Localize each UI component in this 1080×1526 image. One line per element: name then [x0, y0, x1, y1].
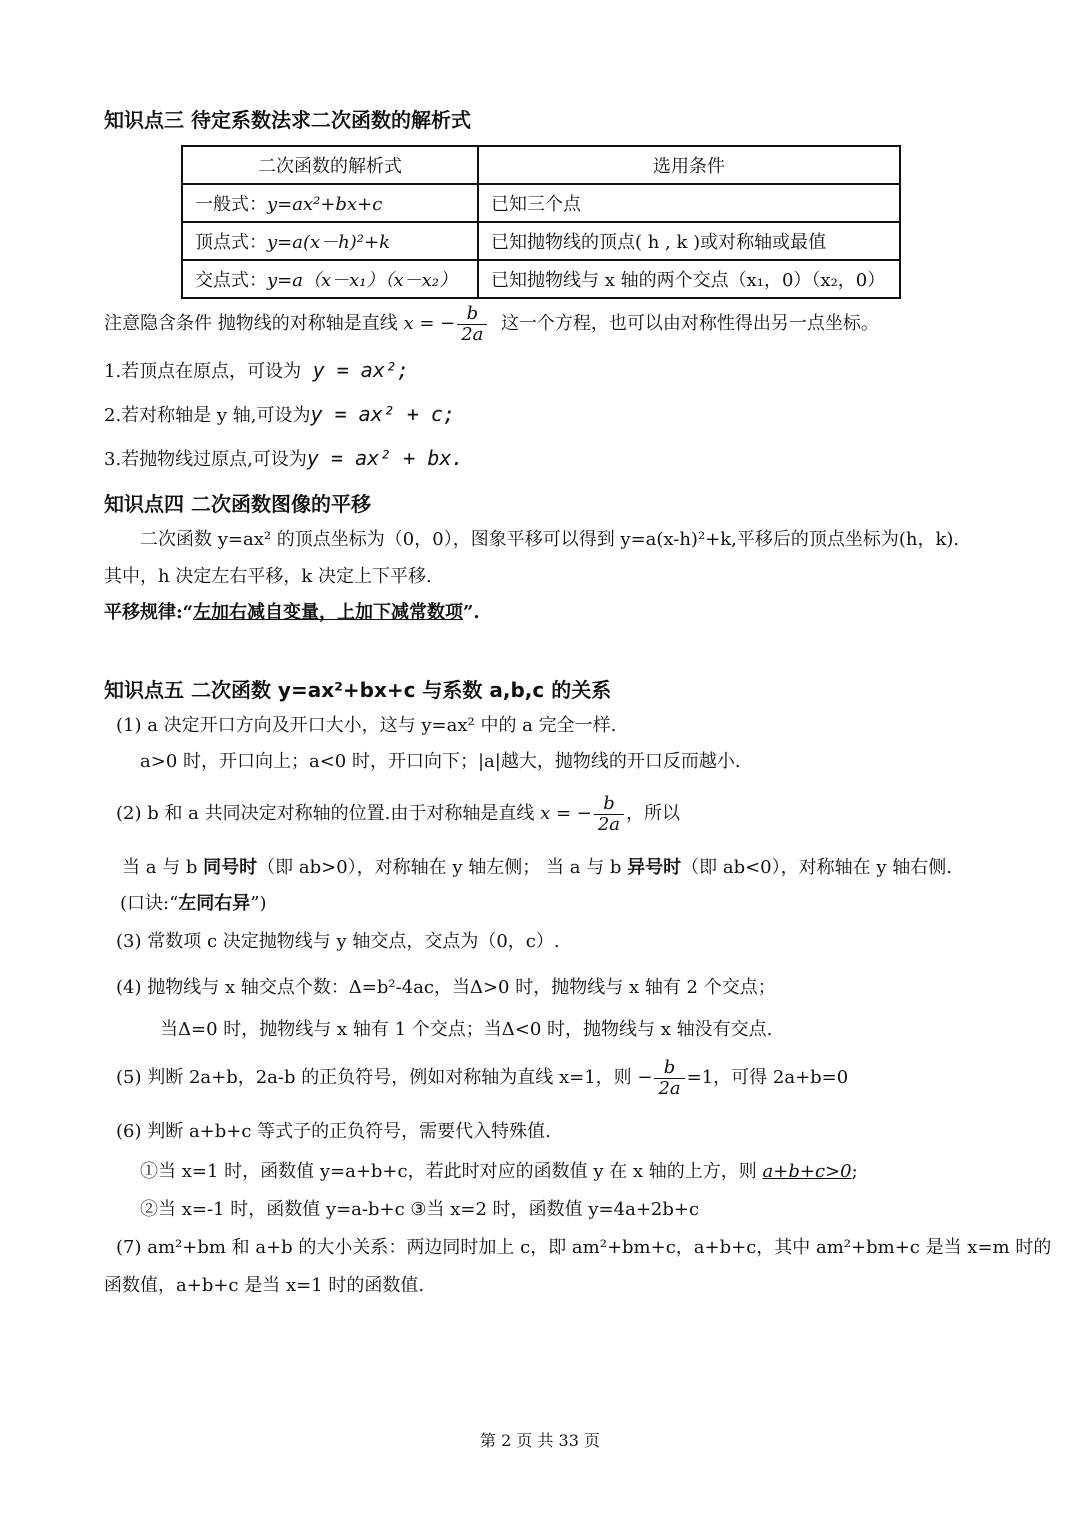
section4-title: 知识点四 二次函数图像的平移: [104, 492, 371, 516]
note-eq-lhs: x = −: [403, 313, 456, 334]
table-row: [182, 260, 900, 298]
p2a-suffix: ，所以: [626, 803, 681, 824]
note-prefix: 注意隐含条件 抛物线的对称轴是直线: [104, 313, 398, 334]
item-p5: [116, 1054, 848, 1102]
p2c-bold: 左同右异: [178, 893, 251, 914]
form-math: y=a(x－h)²+k: [267, 232, 390, 253]
table-header-condition: 选用条件: [478, 146, 900, 184]
p5-prefix: (5) 判断 2a+b，2a-b 的正负符号，例如对称轴为直线 x=1，则 −: [116, 1067, 653, 1088]
item-p4b: 当Δ=0 时，抛物线与 x 轴有 1 个交点；当Δ<0 时，抛物线与 x 轴没有交点.: [160, 1019, 773, 1040]
fraction-numerator: b: [594, 794, 624, 815]
page-footer: 第 2 页 共 33 页: [480, 1431, 600, 1450]
p6b-prefix: ①当 x=1 时，函数值 y=a+b+c，若此时对应的函数值 y 在 x 轴的上方，则: [140, 1161, 763, 1182]
table-row: [182, 184, 900, 222]
item-p3: (3) 常数项 c 决定抛物线与 y 轴交点，交点为（0，c）.: [116, 931, 560, 952]
item3-line: [104, 446, 463, 472]
form-math: y=a（x－x₁）（x－x₂）: [267, 270, 458, 291]
section4-para1: 二次函数 y=ax² 的顶点坐标为（0，0），图象平移可以得到 y=a(x-h)²+k,平移后的顶点坐标为(h，k).: [140, 529, 960, 550]
note-fraction: [457, 304, 487, 345]
table-cell-condition: 已知抛物线的顶点( h , k )或对称轴或最值: [478, 222, 900, 260]
item1-line: [104, 358, 409, 384]
p2b-bold2: 异号时: [627, 857, 682, 878]
item2-text: 2.若对称轴是 y 轴,可设为: [104, 405, 311, 426]
item3-text: 3.若抛物线过原点,可设为: [104, 449, 307, 470]
table-cell-form: [182, 184, 478, 222]
table-header-form: 二次函数的解析式: [182, 146, 478, 184]
item1-text: 1.若顶点在原点，可设为: [104, 361, 302, 382]
form-label: 一般式：: [195, 194, 267, 215]
item2-line: [104, 402, 455, 428]
table-cell-form: [182, 260, 478, 298]
form-label: 交点式：: [195, 270, 267, 291]
rule-underlined: 左加右减自变量，上加下减常数项: [193, 602, 463, 623]
form-math: y=ax²+bx+c: [267, 194, 383, 215]
analytic-form-table: [181, 145, 901, 299]
table-cell-condition: 已知抛物线与 x 轴的两个交点（x₁，0）（x₂，0）: [478, 260, 900, 298]
p2a-fraction: [594, 794, 624, 835]
fraction-denominator: 2a: [461, 323, 484, 345]
p2c-prefix: (口诀:“: [120, 893, 179, 914]
item-p1a: (1) a 决定开口方向及开口大小，这与 y=ax² 中的 a 完全一样.: [116, 715, 617, 736]
table-row: [182, 222, 900, 260]
item-p7a: (7) am²+bm 和 a+b 的大小关系：两边同时加上 c，即 am²+bm+c，a+b+c，其中 am²+bm+c 是当 x=m 时的: [116, 1237, 1052, 1258]
item-p2b: [122, 856, 952, 880]
p2a-prefix: (2) b 和 a 共同决定对称轴的位置.由于对称轴是直线: [116, 803, 535, 824]
table-cell-form: [182, 222, 478, 260]
p2b-part2: （即 ab>0），对称轴在 y 轴左侧； 当 a 与 b: [257, 857, 628, 878]
rule-suffix: ”.: [463, 602, 480, 623]
form-label: 顶点式：: [195, 232, 267, 253]
p5-suffix: =1，可得 2a+b=0: [686, 1067, 849, 1088]
item3-math: y = ax² + bx.: [306, 446, 464, 470]
p6b-suffix: ;: [851, 1161, 858, 1182]
section4-para2: 其中，h 决定左右平移，k 决定上下平移.: [104, 566, 432, 587]
table-header-row: [182, 146, 900, 184]
item-p2c: [120, 892, 267, 916]
translation-rule: [104, 601, 480, 625]
item-p6a: (6) 判断 a+b+c 等式子的正负符号，需要代入特殊值.: [116, 1121, 551, 1142]
fraction-numerator: b: [457, 304, 487, 325]
item-p4a: (4) 抛物线与 x 轴交点个数：Δ=b²-4ac，当Δ>0 时，抛物线与 x 轴有 2 个交点；: [116, 977, 776, 998]
section3-title: 知识点三 待定系数法求二次函数的解析式: [104, 108, 471, 132]
item-p7b: 函数值，a+b+c 是当 x=1 时的函数值.: [104, 1275, 425, 1296]
p2b-part1: 当 a 与 b: [122, 857, 204, 878]
item-p1b: a>0 时，开口向上；a<0 时，开口向下；|a|越大，抛物线的开口反而越小.: [140, 751, 741, 772]
fraction-denominator: 2a: [597, 813, 621, 835]
fraction-numerator: b: [654, 1058, 684, 1079]
note-line: [104, 302, 879, 346]
item-p6b: [140, 1160, 858, 1184]
fraction-denominator: 2a: [658, 1077, 681, 1099]
p2c-suffix: ”): [250, 893, 267, 914]
p5-fraction: [654, 1058, 684, 1099]
table-cell-condition: 已知三个点: [478, 184, 900, 222]
p2a-eq: x = −: [540, 803, 592, 824]
item2-math: y = ax² + c;: [310, 402, 456, 426]
p2b-bold1: 同号时: [203, 857, 258, 878]
item-p6c: ②当 x=-1 时，函数值 y=a-b+c ③当 x=2 时，函数值 y=4a+2b+c: [140, 1199, 700, 1220]
p2b-part3: （即 ab<0），对称轴在 y 轴右侧.: [681, 857, 952, 878]
p6b-underlined: a+b+c>0: [762, 1161, 852, 1182]
item1-math: y = ax²;: [312, 358, 409, 382]
item-p2a: [116, 792, 680, 836]
rule-prefix: 平移规律:“: [104, 602, 193, 623]
section5-title: 知识点五 二次函数 y=ax²+bx+c 与系数 a,b,c 的关系: [104, 678, 612, 702]
note-suffix: 这一个方程，也可以由对称性得出另一点坐标。: [500, 313, 879, 334]
